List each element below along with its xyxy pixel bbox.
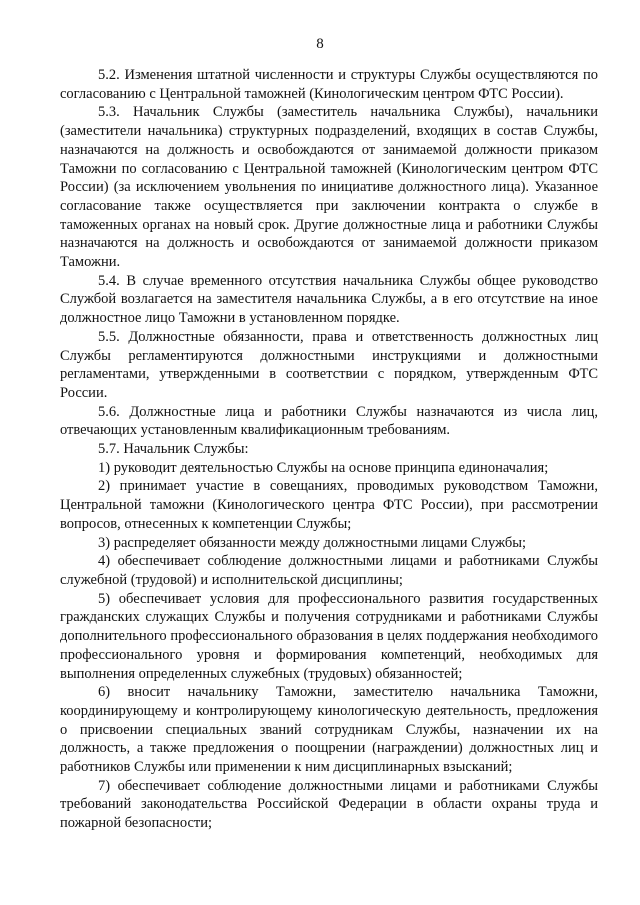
paragraph-5-3: 5.3. Начальник Службы (заместитель начальника Службы), начальники (заместители начальника) структурных подразделений, входящих в состав Службы, назначаются на должность и освобождаются от занимаемой должности приказом Таможни по согласованию с Центральной таможней (Кинологическим центром ФТС России) (за исключением увольнения по инициативе должностного лица). Указанное согласование также осуществляется при заключении контракта о службе в таможенных органах на новый срок. Другие должностные лица и работники Службы назначаются на должность и освобождаются от занимаемой должности приказом Таможни.: [60, 104, 598, 271]
paragraph-5-7-heading: 5.7. Начальник Службы:: [98, 441, 249, 458]
list-item-6: 6) вносит начальнику Таможни, заместителю начальника Таможни, координирующему и контролирующему кинологическую деятельность, предложения о присвоении специальных званий сотрудникам Службы, назначении их на должность, а также предложения о поощрении (награждении) должностных лиц и работников Службы или применении к ним дисциплинарных взысканий;: [60, 684, 598, 776]
paragraph-5-2: 5.2. Изменения штатной численности и структуры Службы осуществляются по согласованию с Центральной таможней (Кинологическим центром ФТС России).: [60, 67, 598, 102]
document-body: [60, 66, 598, 833]
page-number: 8: [316, 36, 324, 52]
list-item-3: 3) распределяет обязанности между должностными лицами Службы;: [98, 534, 527, 551]
paragraph-5-6: 5.6. Должностные лица и работники Службы назначаются из числа лиц, отвечающих установленным квалификационным требованиям.: [60, 403, 598, 439]
list-item-7: 7) обеспечивает соблюдение должностными лицами и работниками Службы требований законодательства Российской Федерации в области охраны труда и пожарной безопасности;: [60, 777, 598, 832]
paragraph-5-4: 5.4. В случае временного отсутствия начальника Службы общее руководство Службой возлагается на заместителя начальника Службы, а в его отсутствие на иное должностное лицо Таможни в установленном порядке.: [60, 272, 598, 327]
list-item-1: 1) руководит деятельностью Службы на основе принципа единоначалия;: [98, 459, 549, 476]
list-item-2: 2) принимает участие в совещаниях, проводимых руководством Таможни, Центральной таможни (Кинологического центра ФТС России), при рассмотрении вопросов, отнесенных к компетенции Службы;: [60, 478, 598, 532]
paragraph-5-5: 5.5. Должностные обязанности, права и ответственность должностных лиц Службы регламентируются должностными инструкциями и должностными регламентами, утвержденными в соответствии с порядком, утвержденным ФТС России.: [60, 328, 598, 401]
list-item-4: 4) обеспечивает соблюдение должностными лицами и работниками Службы служебной (трудовой) и исполнительской дисциплины;: [60, 553, 598, 588]
list-item-5: 5) обеспечивает условия для профессионального развития государственных гражданских служащих Службы и получения сотрудниками и работниками Службы дополнительного профессионального образования в целях поддержания необходимого профессионального уровня и формирования компетенций, необходимых для выполнения определенных служебных (трудовых) обязанностей;: [60, 590, 598, 682]
